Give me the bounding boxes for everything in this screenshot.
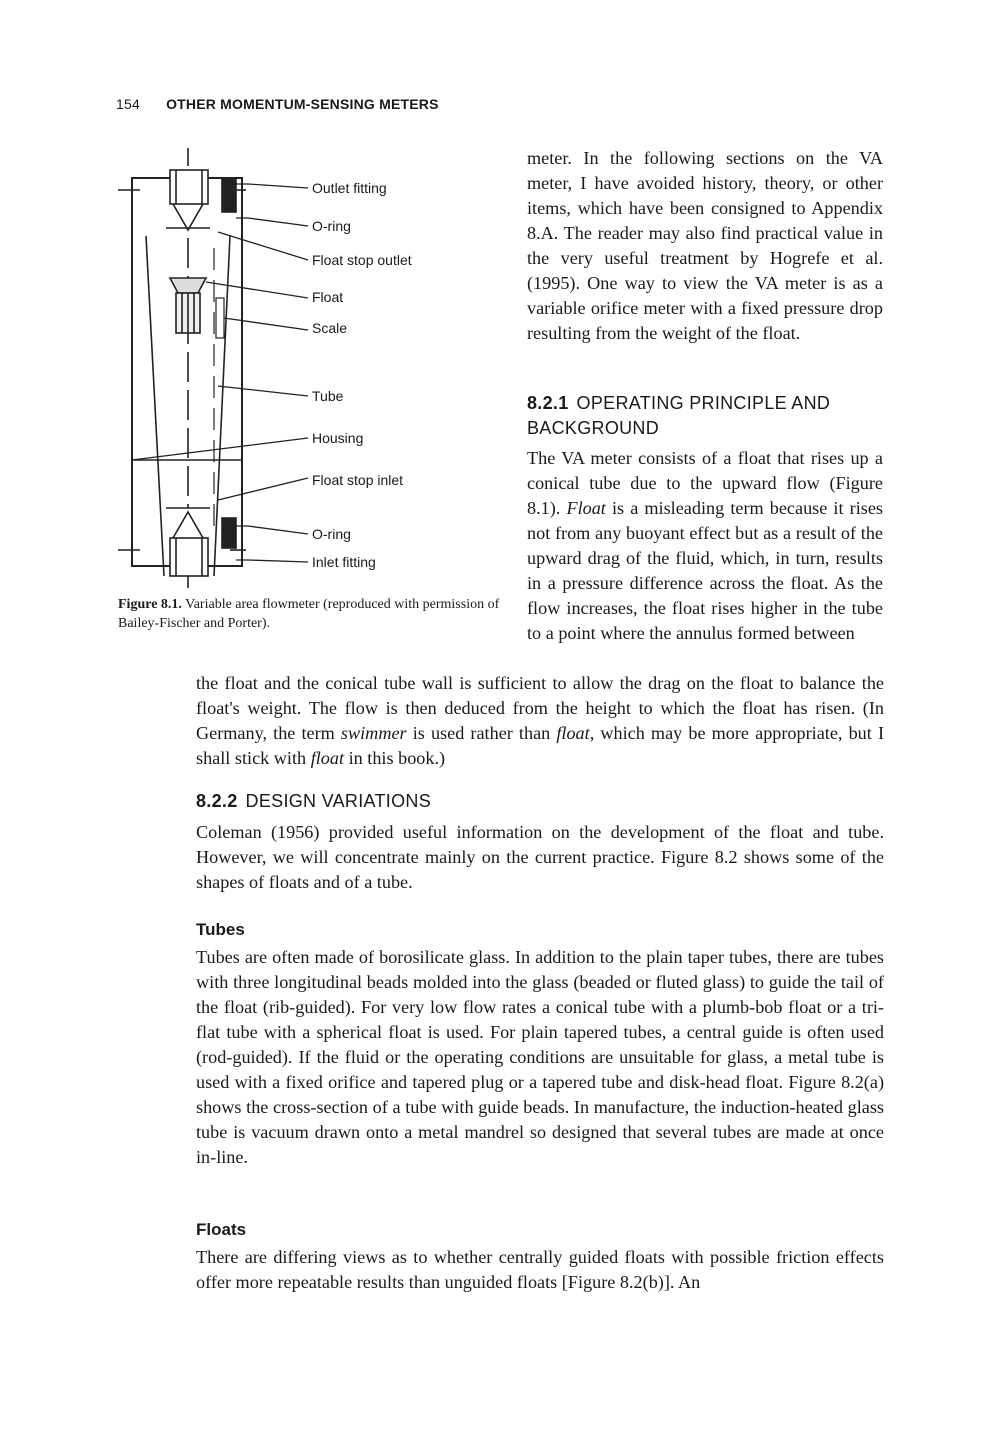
label-tube: Tube: [312, 388, 344, 404]
caption-text: Variable area flowmeter (reproduced with permission of Bailey-Fischer and Porter).: [118, 597, 500, 631]
running-title: OTHER MOMENTUM-SENSING METERS: [166, 96, 439, 112]
subheading-floats: Floats: [196, 1220, 247, 1239]
section-8-2-2-paragraph: Coleman (1956) provided useful information on the development of the float and tube. However, we will concentrate mainly on the current practice. Figure 8.2 shows some of the shapes of floats and of a tube.: [196, 822, 884, 892]
page-number: 154: [116, 96, 140, 112]
caption-label: Figure 8.1.: [118, 597, 182, 612]
label-outlet-fitting: Outlet fitting: [312, 180, 387, 196]
section-heading-8-2-1: 8.2.1 OPERATING PRINCIPLE AND BACKGROUND: [527, 393, 831, 438]
label-float-stop-outlet: Float stop outlet: [312, 252, 412, 268]
flowmeter-diagram: [118, 148, 498, 588]
label-scale: Scale: [312, 320, 348, 336]
tubes-paragraph: Tubes are often made of borosilicate glass. In addition to the plain taper tubes, there are tubes with three longitudinal beads molded into the glass (beaded or fluted glass) to guide the tail of the float (rib-guided). For very low flow rates a conical tube with a plumb-bob float or a tri-flat tube with a spherical float is used. For plain tapered tubes, a central guide is often used (rod-guided). If the fluid or the operating conditions are unsuitable for glass, a metal tube is used with a fixed orifice and tapered plug or a tapered tube and disk-head float. Figure 8.2(a) shows the cross-section of a tube with guide beads. In manufacture, the induction-heated glass tube is vacuum drawn onto a metal mandrel so designed that several tubes are made at once in-line.: [196, 947, 884, 1167]
intro-paragraph: meter. In the following sections on the VA meter, I have avoided history, theory, or other items, which have been consigned to Appendix 8.A. The reader may also find practical value in the very useful treatment by Hogrefe et al. (1995). One way to view the VA meter is as a variable orifice meter with a fixed pressure drop resulting from the weight of the float.: [527, 148, 883, 343]
label-float-stop-inlet: Float stop inlet: [312, 472, 404, 488]
subheading-tubes: Tubes: [196, 920, 245, 939]
floats-paragraph: There are differing views as to whether centrally guided floats with possible friction effects offer more repeatable results than unguided floats [Figure 8.2(b)]. An: [196, 1247, 884, 1292]
label-housing: Housing: [312, 430, 364, 446]
section-8-2-1-paragraph: The VA meter consists of a float that rises up a conical tube due to the upward flow (Figure 8.1). Float is a misleading term because it rises not from any buoyant effect but as a result of the upward drag of the fluid, which, in turn, results in a pressure difference across the float. As the flow increases, the float rises higher in the tube to a point where the annulus formed between: [527, 448, 883, 643]
label-o-ring-top: O-ring: [312, 218, 351, 234]
section-heading-8-2-2: 8.2.2 DESIGN VARIATIONS: [196, 791, 432, 811]
figure-8-1: [118, 148, 498, 588]
page-header: [116, 96, 439, 112]
figure-caption: [118, 595, 513, 633]
label-float: Float: [312, 289, 344, 305]
section-8-2-1-continuation: the float and the conical tube wall is sufficient to allow the drag on the float to balance the float's weight. The flow is then deduced from the height to which the float has risen. (In Germany, the term swimmer is used rather than float, which may be more appropriate, but I shall stick with float in this book.): [196, 673, 884, 768]
label-o-ring-bottom: O-ring: [312, 526, 351, 542]
label-inlet-fitting: Inlet fitting: [312, 554, 376, 570]
